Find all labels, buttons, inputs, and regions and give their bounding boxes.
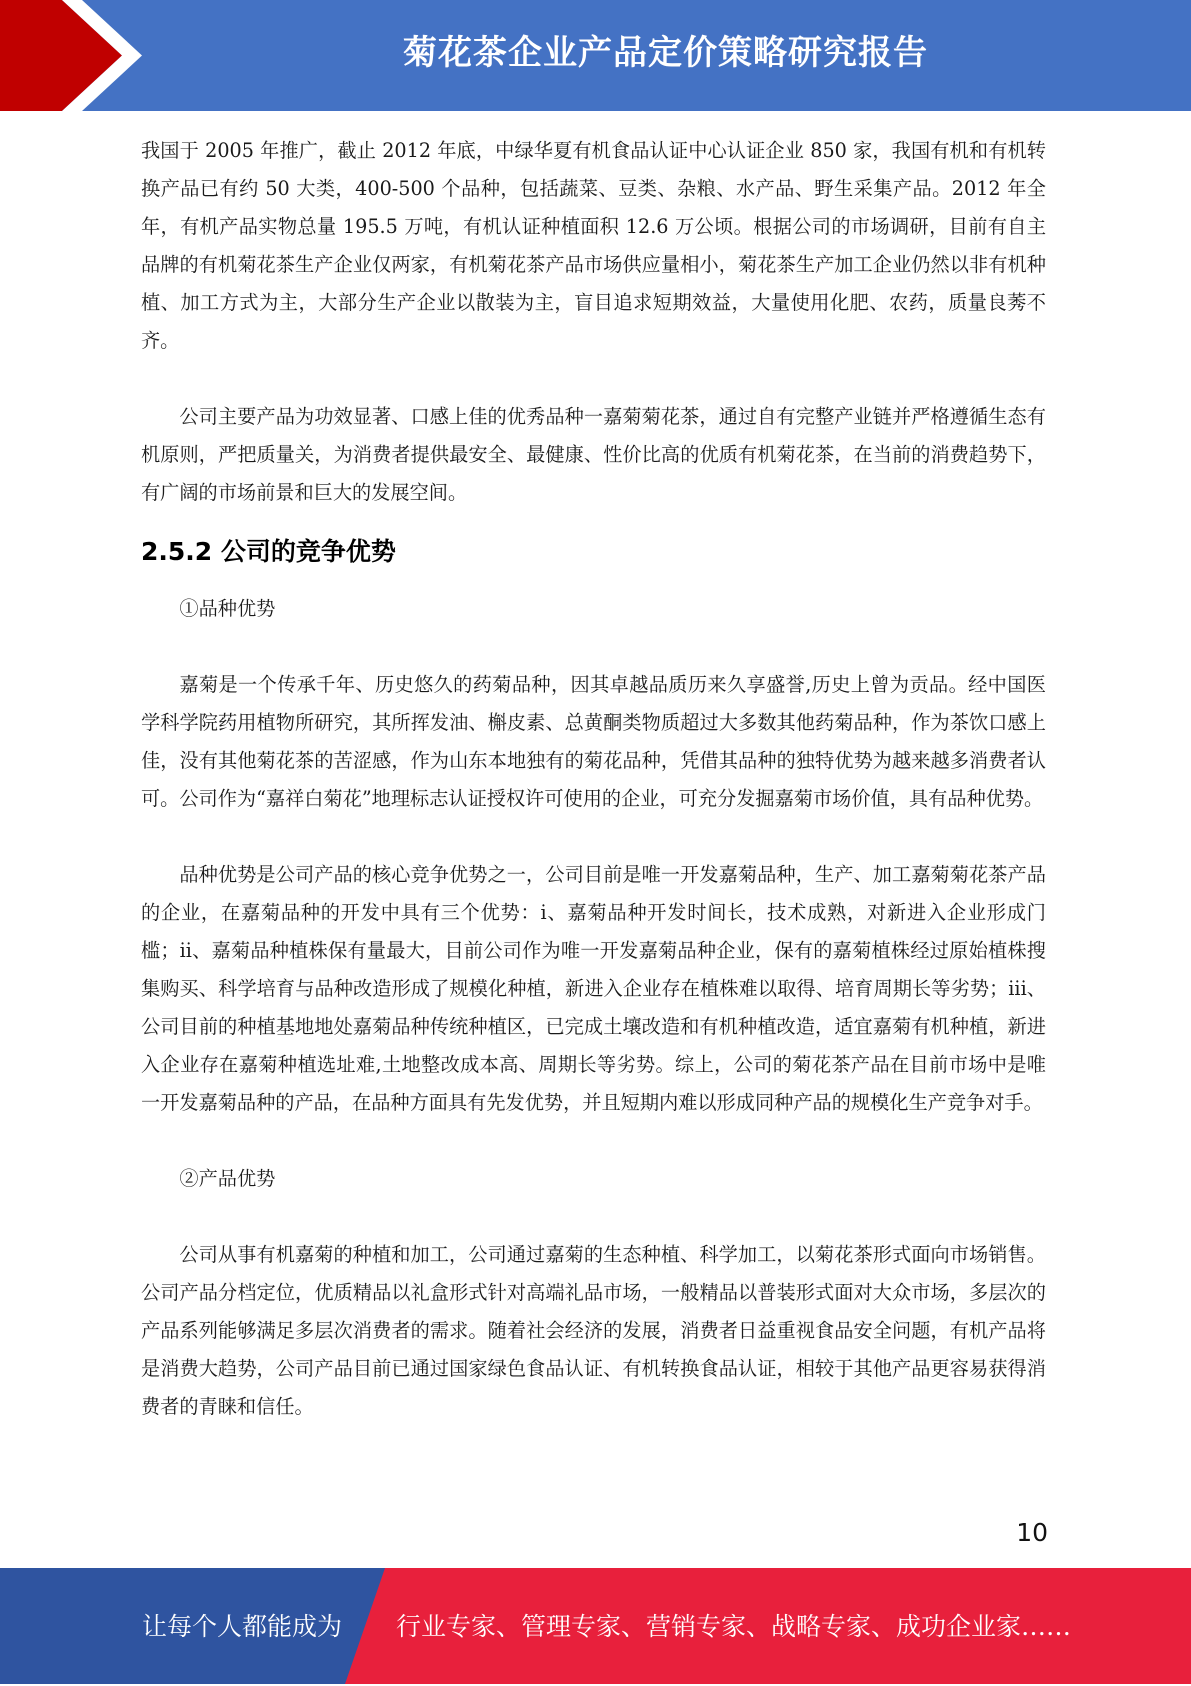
footer-slogan-left: 让每个人都能成为 [142,1612,343,1641]
paragraph-spacer [141,628,1046,666]
paragraph-spacer [141,818,1046,856]
page-header [0,0,1191,111]
paragraph-organic-market: 我国于 2005 年推广，截止 2012 年底，中绿华夏有机食品认证中心认证企业 850 家，我国有机和有机转换产品已有约 50 大类，400-500 个品种，包括蔬菜、豆类、杂粮、水产品、野生采集产品。2012 年全年，有机产品实物总量 195.5 万吨，有机认证种植面积 12.6 万公顷。根据公司的市场调研，目前有自主品牌的有机菊花茶生产企业仅两家，有机菊花茶产品市场供应量相小，菊花茶生产加工企业仍然以非有机种植、加工方式为主，大部分生产企业以散装为主，盲目追求短期效益，大量使用化肥、农药，质量良莠不齐。 [141,139,1046,352]
footer-slogan-right: 行业专家、管理专家、营销专家、战略专家、成功企业家…… [396,1612,1072,1641]
report-title: 菊花茶企业产品定价策略研究报告 [403,33,928,73]
paragraph-product-positioning: 公司从事有机嘉菊的种植和加工，公司通过嘉菊的生态种植、科学加工，以菊花茶形式面向市场销售。公司产品分档定位，优质精品以礼盒形式针对高端礼品市场，一般精品以普装形式面对大众市场，多层次的产品系列能够满足多层次消费者的需求。随着社会经济的发展，消费者日益重视食品安全问题，有机产品将是消费大趋势，公司产品目前已通过国家绿色食品认证、有机转换食品认证，相较于其他产品更容易获得消费者的青睐和信任。 [141,1243,1046,1418]
main-content [141,132,1046,1426]
section-heading: 2.5.2 公司的竞争优势 [141,537,396,566]
header-red-arrow [0,0,122,111]
paragraph-jiaju-variety: 嘉菊是一个传承千年、历史悠久的药菊品种，因其卓越品质历来久享盛誉,历史上曾为贡品。经中国医学科学院药用植物所研究，其所挥发油、槲皮素、总黄酮类物质超过大多数其他药菊品种，作为茶饮口感上佳，没有其他菊花茶的苦涩感，作为山东本地独有的菊花品种，凭借其品种的独特优势为越来越多消费者认可。公司作为“嘉祥白菊花”地理标志认证授权许可使用的企业，可充分发掘嘉菊市场价值，具有品种优势。 [141,673,1046,810]
paragraph-spacer [141,1198,1046,1236]
header-arrow-decoration [0,0,150,111]
paragraph-main-product: 公司主要产品为功效显著、口感上佳的优秀品种一嘉菊菊花茶，通过自有完整产业链并严格遵循生态有机原则，严把质量关，为消费者提供最安全、最健康、性价比高的优质有机菊花茶，在当前的消费趋势下，有广阔的市场前景和巨大的发展空间。 [141,405,1046,504]
subheading-variety-advantage: ①品种优势 [179,597,276,620]
paragraph-spacer [141,1122,1046,1160]
page-footer [0,1568,1191,1684]
subheading-product-advantage: ②产品优势 [179,1167,276,1190]
page-number: 10 [1016,1518,1048,1547]
paragraph-core-advantage: 品种优势是公司产品的核心竞争优势之一，公司目前是唯一开发嘉菊品种，生产、加工嘉菊菊花茶产品的企业，在嘉菊品种的开发中具有三个优势：i、嘉菊品种开发时间长，技术成熟，对新进入企业形成门槛；ii、嘉菊品种植株保有量最大，目前公司作为唯一开发嘉菊品种企业，保有的嘉菊植株经过原始植株搜集购买、科学培育与品种改造形成了规模化种植，新进入企业存在植株难以取得、培育周期长等劣势；iii、公司目前的种植基地地处嘉菊品种传统种植区，已完成土壤改造和有机种植改造，适宜嘉菊有机种植，新进入企业存在嘉菊种植选址难,土地整改成本高、周期长等劣势。综上，公司的菊花茶产品在目前市场中是唯一开发嘉菊品种的产品，在品种方面具有先发优势，并且短期内难以形成同种产品的规模化生产竞争对手。 [141,863,1046,1114]
paragraph-spacer [141,360,1046,398]
